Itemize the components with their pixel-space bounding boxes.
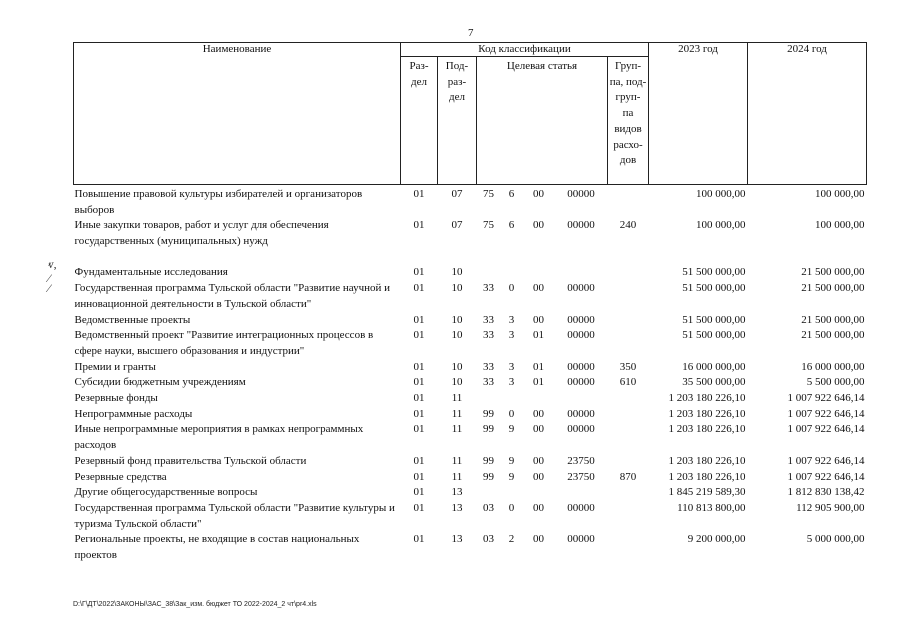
margin-mark: ⱴ, bbox=[48, 257, 57, 271]
row-target-1 bbox=[477, 265, 501, 281]
row-value-2023: 1 203 180 226,10 bbox=[668, 407, 746, 420]
row-target-2: 3 bbox=[508, 376, 515, 389]
header-group: Груп- па, под- груп- па видов расхо- дов bbox=[608, 57, 649, 185]
row-value-2023: 1 203 180 226,10 bbox=[668, 470, 746, 483]
header-target: Целевая статья bbox=[477, 57, 608, 185]
row-name: Государственная программа Тульской области "Развитие научной и инновационной деятельности в Тульской области" bbox=[74, 282, 391, 310]
row-podrazdel: 10 bbox=[451, 313, 463, 326]
row-group bbox=[608, 313, 649, 329]
row-razdel: 01 bbox=[413, 423, 425, 436]
row-target-4: 00000 bbox=[567, 501, 595, 514]
row-razdel: 01 bbox=[413, 219, 425, 232]
row-target-3: 00 bbox=[533, 533, 544, 546]
row-target-4: 00000 bbox=[567, 360, 595, 373]
margin-marks bbox=[48, 258, 57, 294]
row-podrazdel: 11 bbox=[451, 423, 463, 436]
row-target-2: 9 bbox=[508, 454, 515, 467]
row-target-4: 00000 bbox=[567, 533, 595, 546]
row-target-4: 00000 bbox=[567, 329, 595, 342]
row-name: Иные непрограммные мероприятия в рамках непрограммных расходов bbox=[74, 423, 364, 452]
table-row bbox=[74, 454, 867, 470]
row-name: Премии и гранты bbox=[74, 360, 156, 373]
row-value-2024: 100 000,00 bbox=[815, 219, 865, 232]
row-value-2024: 1 007 922 646,14 bbox=[787, 423, 865, 436]
row-podrazdel: 13 bbox=[451, 486, 463, 499]
row-target-1 bbox=[477, 391, 501, 407]
row-target-3 bbox=[523, 485, 555, 501]
row-value-2024: 112 905 900,00 bbox=[796, 501, 865, 514]
row-name: Ведомственные проекты bbox=[74, 313, 191, 326]
row-name: Государственная программа Тульской области "Развитие культуры и туризма Тульской области" bbox=[74, 501, 395, 530]
margin-mark: ⁄ bbox=[48, 271, 51, 285]
row-razdel: 01 bbox=[413, 282, 425, 295]
row-target-2 bbox=[501, 391, 523, 407]
row-razdel: 01 bbox=[413, 188, 425, 200]
row-target-4: 00000 bbox=[567, 188, 595, 200]
table-row bbox=[74, 185, 867, 219]
table-row bbox=[74, 422, 867, 453]
row-target-4: 00000 bbox=[567, 407, 595, 420]
row-podrazdel: 10 bbox=[451, 266, 463, 279]
budget-table bbox=[73, 42, 867, 564]
row-podrazdel: 13 bbox=[451, 501, 463, 514]
row-group bbox=[608, 328, 649, 359]
row-group bbox=[608, 501, 649, 532]
row-value-2024: 21 500 000,00 bbox=[801, 282, 865, 295]
row-razdel: 01 bbox=[413, 486, 425, 499]
row-razdel: 01 bbox=[413, 376, 425, 389]
row-target-1: 03 bbox=[483, 533, 494, 546]
row-razdel: 01 bbox=[413, 360, 425, 373]
row-name: Резервные фонды bbox=[74, 392, 158, 405]
row-razdel: 01 bbox=[413, 533, 425, 546]
file-path: D:\Г\ДТ\2022\ЗАКОНЫ\ЗАС_38\Зак_изм. бюджет ТО 2022-2024_2 чт\pr4.xls bbox=[73, 601, 317, 608]
row-value-2024: 100 000,00 bbox=[815, 188, 865, 200]
row-value-2024: 1 007 922 646,14 bbox=[787, 454, 865, 467]
row-group bbox=[608, 454, 649, 470]
table-row bbox=[74, 532, 867, 563]
row-target-4: 23750 bbox=[567, 454, 595, 467]
header-razdel: Раз- дел bbox=[401, 57, 438, 185]
row-razdel: 01 bbox=[413, 329, 425, 342]
row-razdel: 01 bbox=[413, 313, 425, 326]
row-target-3: 00 bbox=[533, 282, 544, 295]
table-row bbox=[74, 313, 867, 329]
header-podrazdel: Под- раз- дел bbox=[438, 57, 477, 185]
row-group bbox=[608, 485, 649, 501]
table-row bbox=[74, 218, 867, 265]
row-group bbox=[608, 391, 649, 407]
row-name: Непрограммные расходы bbox=[74, 407, 193, 420]
table-row bbox=[74, 485, 867, 501]
header-code: Код классификации bbox=[401, 43, 649, 57]
row-razdel: 01 bbox=[413, 470, 425, 483]
row-target-1: 99 bbox=[483, 454, 494, 467]
row-target-2: 6 bbox=[508, 188, 515, 200]
row-target-3: 00 bbox=[533, 188, 544, 200]
row-target-3: 00 bbox=[533, 470, 544, 483]
row-razdel: 01 bbox=[413, 407, 425, 420]
row-target-2: 3 bbox=[508, 329, 515, 342]
table-row bbox=[74, 470, 867, 486]
table-row bbox=[74, 501, 867, 532]
row-group bbox=[608, 185, 649, 219]
row-value-2024: 1 812 830 138,42 bbox=[787, 486, 865, 499]
row-target-4: 00000 bbox=[567, 313, 595, 326]
row-target-1: 75 bbox=[483, 219, 494, 232]
row-target-3 bbox=[523, 265, 555, 281]
row-podrazdel: 11 bbox=[451, 407, 463, 420]
row-value-2024: 1 007 922 646,14 bbox=[787, 392, 865, 405]
row-target-4: 00000 bbox=[567, 423, 595, 436]
row-group: 870 bbox=[619, 470, 637, 483]
row-value-2023: 51 500 000,00 bbox=[682, 282, 746, 295]
row-razdel: 01 bbox=[413, 454, 425, 467]
row-podrazdel: 13 bbox=[451, 533, 463, 546]
table-row bbox=[74, 328, 867, 359]
row-target-2 bbox=[501, 265, 523, 281]
table-row bbox=[74, 407, 867, 423]
header-year-2024: 2024 год bbox=[748, 43, 867, 185]
row-target-1: 75 bbox=[483, 188, 494, 200]
row-target-4 bbox=[555, 265, 608, 281]
row-name: Региональные проекты, не входящие в состав национальных проектов bbox=[74, 533, 360, 562]
row-target-4 bbox=[555, 391, 608, 407]
row-target-1 bbox=[477, 485, 501, 501]
row-name: Повышение правовой культуры избирателей и организаторов выборов bbox=[74, 188, 363, 216]
row-target-4 bbox=[555, 485, 608, 501]
row-name: Ведомственный проект "Развитие интеграционных процессов в сфере науки, высшего образования и индустрии" bbox=[74, 329, 374, 357]
row-value-2024: 1 007 922 646,14 bbox=[787, 407, 865, 420]
row-razdel: 01 bbox=[413, 266, 425, 279]
row-podrazdel: 10 bbox=[451, 376, 463, 389]
row-value-2023: 9 200 000,00 bbox=[687, 533, 746, 546]
row-target-4: 00000 bbox=[567, 282, 595, 295]
row-target-2: 0 bbox=[508, 282, 515, 295]
row-target-1: 33 bbox=[483, 376, 494, 389]
row-target-3: 01 bbox=[533, 329, 544, 342]
row-group bbox=[608, 407, 649, 423]
row-value-2023: 51 500 000,00 bbox=[682, 313, 746, 326]
row-group: 240 bbox=[619, 219, 637, 232]
row-target-2: 0 bbox=[508, 501, 515, 514]
row-target-2: 6 bbox=[508, 219, 515, 232]
row-name: Фундаментальные исследования bbox=[74, 266, 228, 279]
row-value-2024: 21 500 000,00 bbox=[801, 329, 865, 342]
row-value-2023: 35 500 000,00 bbox=[682, 376, 746, 389]
row-target-3: 01 bbox=[533, 376, 544, 389]
row-target-4: 00000 bbox=[567, 219, 595, 232]
table-row bbox=[74, 281, 867, 312]
row-target-2: 9 bbox=[508, 423, 515, 436]
row-target-1: 33 bbox=[483, 313, 494, 326]
row-podrazdel: 11 bbox=[451, 470, 463, 483]
row-target-3: 00 bbox=[533, 423, 544, 436]
row-target-2: 0 bbox=[508, 407, 515, 420]
table-row bbox=[74, 265, 867, 281]
row-group bbox=[608, 422, 649, 453]
row-target-1: 99 bbox=[483, 470, 494, 483]
table-row bbox=[74, 391, 867, 407]
row-group: 610 bbox=[619, 376, 637, 389]
row-group bbox=[608, 265, 649, 281]
row-target-2 bbox=[501, 485, 523, 501]
row-target-3: 00 bbox=[533, 219, 544, 232]
row-value-2023: 1 203 180 226,10 bbox=[668, 423, 746, 436]
row-value-2024: 21 500 000,00 bbox=[801, 313, 865, 326]
row-value-2024: 1 007 922 646,14 bbox=[787, 470, 865, 483]
row-podrazdel: 07 bbox=[451, 188, 463, 200]
row-target-1: 33 bbox=[483, 360, 494, 373]
row-podrazdel: 10 bbox=[451, 329, 463, 342]
header-name: Наименование bbox=[74, 43, 401, 185]
table-row bbox=[74, 375, 867, 391]
row-target-1: 33 bbox=[483, 329, 494, 342]
row-group: 350 bbox=[619, 360, 637, 373]
row-value-2023: 1 203 180 226,10 bbox=[668, 454, 746, 467]
row-target-2: 3 bbox=[508, 360, 515, 373]
row-value-2023: 16 000 000,00 bbox=[682, 360, 746, 373]
row-group bbox=[608, 532, 649, 563]
row-target-1: 99 bbox=[483, 423, 494, 436]
row-podrazdel: 10 bbox=[451, 282, 463, 295]
row-value-2023: 1 203 180 226,10 bbox=[668, 392, 746, 405]
row-value-2023: 51 500 000,00 bbox=[682, 329, 746, 342]
row-value-2024: 16 000 000,00 bbox=[801, 360, 865, 373]
row-podrazdel: 10 bbox=[451, 360, 463, 373]
row-target-3: 00 bbox=[533, 501, 544, 514]
row-group bbox=[608, 281, 649, 312]
row-target-3: 00 bbox=[533, 454, 544, 467]
row-value-2023: 1 845 219 589,30 bbox=[668, 486, 746, 499]
row-name: Субсидии бюджетным учреждениям bbox=[74, 376, 246, 389]
row-target-3 bbox=[523, 391, 555, 407]
row-target-3: 00 bbox=[533, 407, 544, 420]
row-target-2: 3 bbox=[508, 313, 515, 326]
row-target-4: 00000 bbox=[567, 376, 595, 389]
row-value-2023: 100 000,00 bbox=[696, 188, 746, 200]
table-row bbox=[74, 360, 867, 376]
row-value-2024: 21 500 000,00 bbox=[801, 266, 865, 279]
row-target-3: 00 bbox=[533, 313, 544, 326]
row-podrazdel: 07 bbox=[451, 219, 463, 232]
row-value-2024: 5 500 000,00 bbox=[806, 376, 865, 389]
row-podrazdel: 11 bbox=[451, 454, 463, 467]
row-target-2: 9 bbox=[508, 470, 515, 483]
row-name: Иные закупки товаров, работ и услуг для обеспечения государственных (муниципальных) нужд bbox=[74, 219, 329, 248]
row-name: Резервный фонд правительства Тульской области bbox=[74, 454, 307, 467]
row-target-1: 03 bbox=[483, 501, 494, 514]
row-value-2023: 100 000,00 bbox=[696, 219, 746, 232]
row-razdel: 01 bbox=[413, 392, 425, 405]
row-target-1: 99 bbox=[483, 407, 494, 420]
row-value-2023: 110 813 800,00 bbox=[677, 501, 746, 514]
page-number: 7 bbox=[468, 27, 474, 39]
row-value-2023: 51 500 000,00 bbox=[682, 266, 746, 279]
row-target-2: 2 bbox=[508, 533, 515, 546]
row-razdel: 01 bbox=[413, 501, 425, 514]
header-year-2023: 2023 год bbox=[649, 43, 748, 185]
row-value-2024: 5 000 000,00 bbox=[806, 533, 865, 546]
row-name: Другие общегосударственные вопросы bbox=[74, 486, 258, 499]
row-name: Резервные средства bbox=[74, 470, 167, 483]
margin-mark: ⁄ bbox=[48, 281, 51, 295]
row-podrazdel: 11 bbox=[451, 392, 463, 405]
row-target-4: 23750 bbox=[567, 470, 595, 483]
row-target-1: 33 bbox=[483, 282, 494, 295]
row-target-3: 01 bbox=[533, 360, 544, 373]
